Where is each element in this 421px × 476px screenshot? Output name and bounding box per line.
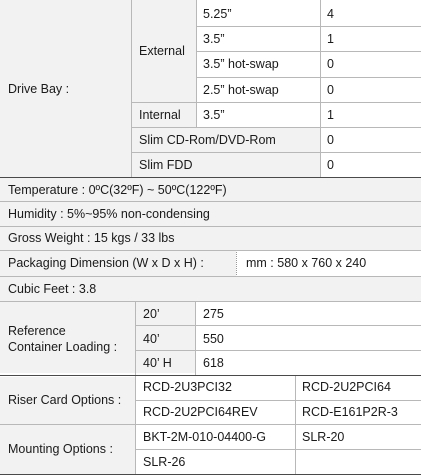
riser-option: RCD-2U2PCI64 [302, 380, 391, 394]
rule [0, 301, 421, 302]
drive-count: 0 [327, 57, 334, 71]
container-size: 20’ [143, 307, 160, 321]
rule [135, 302, 136, 375]
mounting-label: Mounting Options : [8, 442, 113, 456]
rule [131, 0, 132, 177]
drive-count: 0 [327, 83, 334, 97]
drive-type: 3.5” [203, 32, 225, 46]
drive-bay-label: Drive Bay : [8, 82, 70, 96]
rule [320, 0, 321, 177]
container-size: 40’ H [143, 356, 172, 370]
external-label: External [139, 44, 185, 58]
packaging-label: Packaging Dimension (W x D x H) : [8, 256, 204, 270]
rule [136, 325, 421, 326]
rule [236, 252, 237, 275]
rule [0, 276, 421, 277]
drive-count: 1 [327, 108, 334, 122]
drive-type: 3.5” [203, 108, 225, 122]
rule [132, 127, 421, 128]
gross-weight-text: Gross Weight : 15 kgs / 33 lbs [8, 231, 175, 245]
riser-option: RCD-2U3PCI32 [143, 380, 232, 394]
drive-type: 3.5” hot-swap [203, 57, 279, 71]
container-label-line2: Container Loading : [8, 340, 118, 354]
drive-type: 5.25” [203, 7, 232, 21]
rule [0, 226, 421, 227]
riser-option: RCD-2U2PCI64REV [143, 405, 258, 419]
slim-count: 0 [327, 133, 334, 147]
rule [136, 400, 421, 401]
mounting-option: BKT-2M-010-04400-G [143, 430, 266, 444]
rule [0, 177, 421, 178]
packaging-value: mm : 580 x 760 x 240 [246, 256, 367, 270]
riser-label: Riser Card Options : [8, 393, 122, 407]
drive-count: 1 [327, 32, 334, 46]
mounting-option: SLR-26 [143, 455, 186, 469]
rule [295, 376, 296, 474]
rule [132, 102, 421, 103]
rule [136, 350, 421, 351]
slim-type: Slim CD-Rom/DVD-Rom [139, 133, 276, 147]
rule [0, 424, 421, 425]
rule [196, 0, 197, 127]
container-qty: 550 [203, 332, 224, 346]
mounting-option: SLR-20 [302, 430, 345, 444]
container-label-line1: Reference [8, 324, 66, 338]
temperature-text: Temperature : 0ºC(32ºF) ~ 50ºC(122ºF) [8, 183, 227, 197]
drive-type: 2.5” hot-swap [203, 83, 279, 97]
cubic-feet-text: Cubic Feet : 3.8 [8, 282, 97, 296]
rule [0, 474, 421, 475]
rule [136, 449, 421, 450]
drive-count: 4 [327, 7, 334, 21]
humidity-text: Humidity : 5%~95% non-condensing [8, 207, 210, 221]
rule [196, 26, 421, 27]
rule [0, 201, 421, 202]
rule [196, 51, 421, 52]
container-qty: 275 [203, 307, 224, 321]
container-size: 40’ [143, 332, 160, 346]
slim-type: Slim FDD [139, 158, 193, 172]
rule [132, 152, 421, 153]
internal-label: Internal [139, 108, 181, 122]
container-qty: 618 [203, 356, 224, 370]
rule [196, 77, 421, 78]
rule [135, 376, 136, 474]
riser-option: RCD-E161P2R-3 [302, 405, 398, 419]
rule [0, 250, 421, 251]
rule [195, 302, 196, 375]
rule [0, 375, 421, 376]
slim-count: 0 [327, 158, 334, 172]
